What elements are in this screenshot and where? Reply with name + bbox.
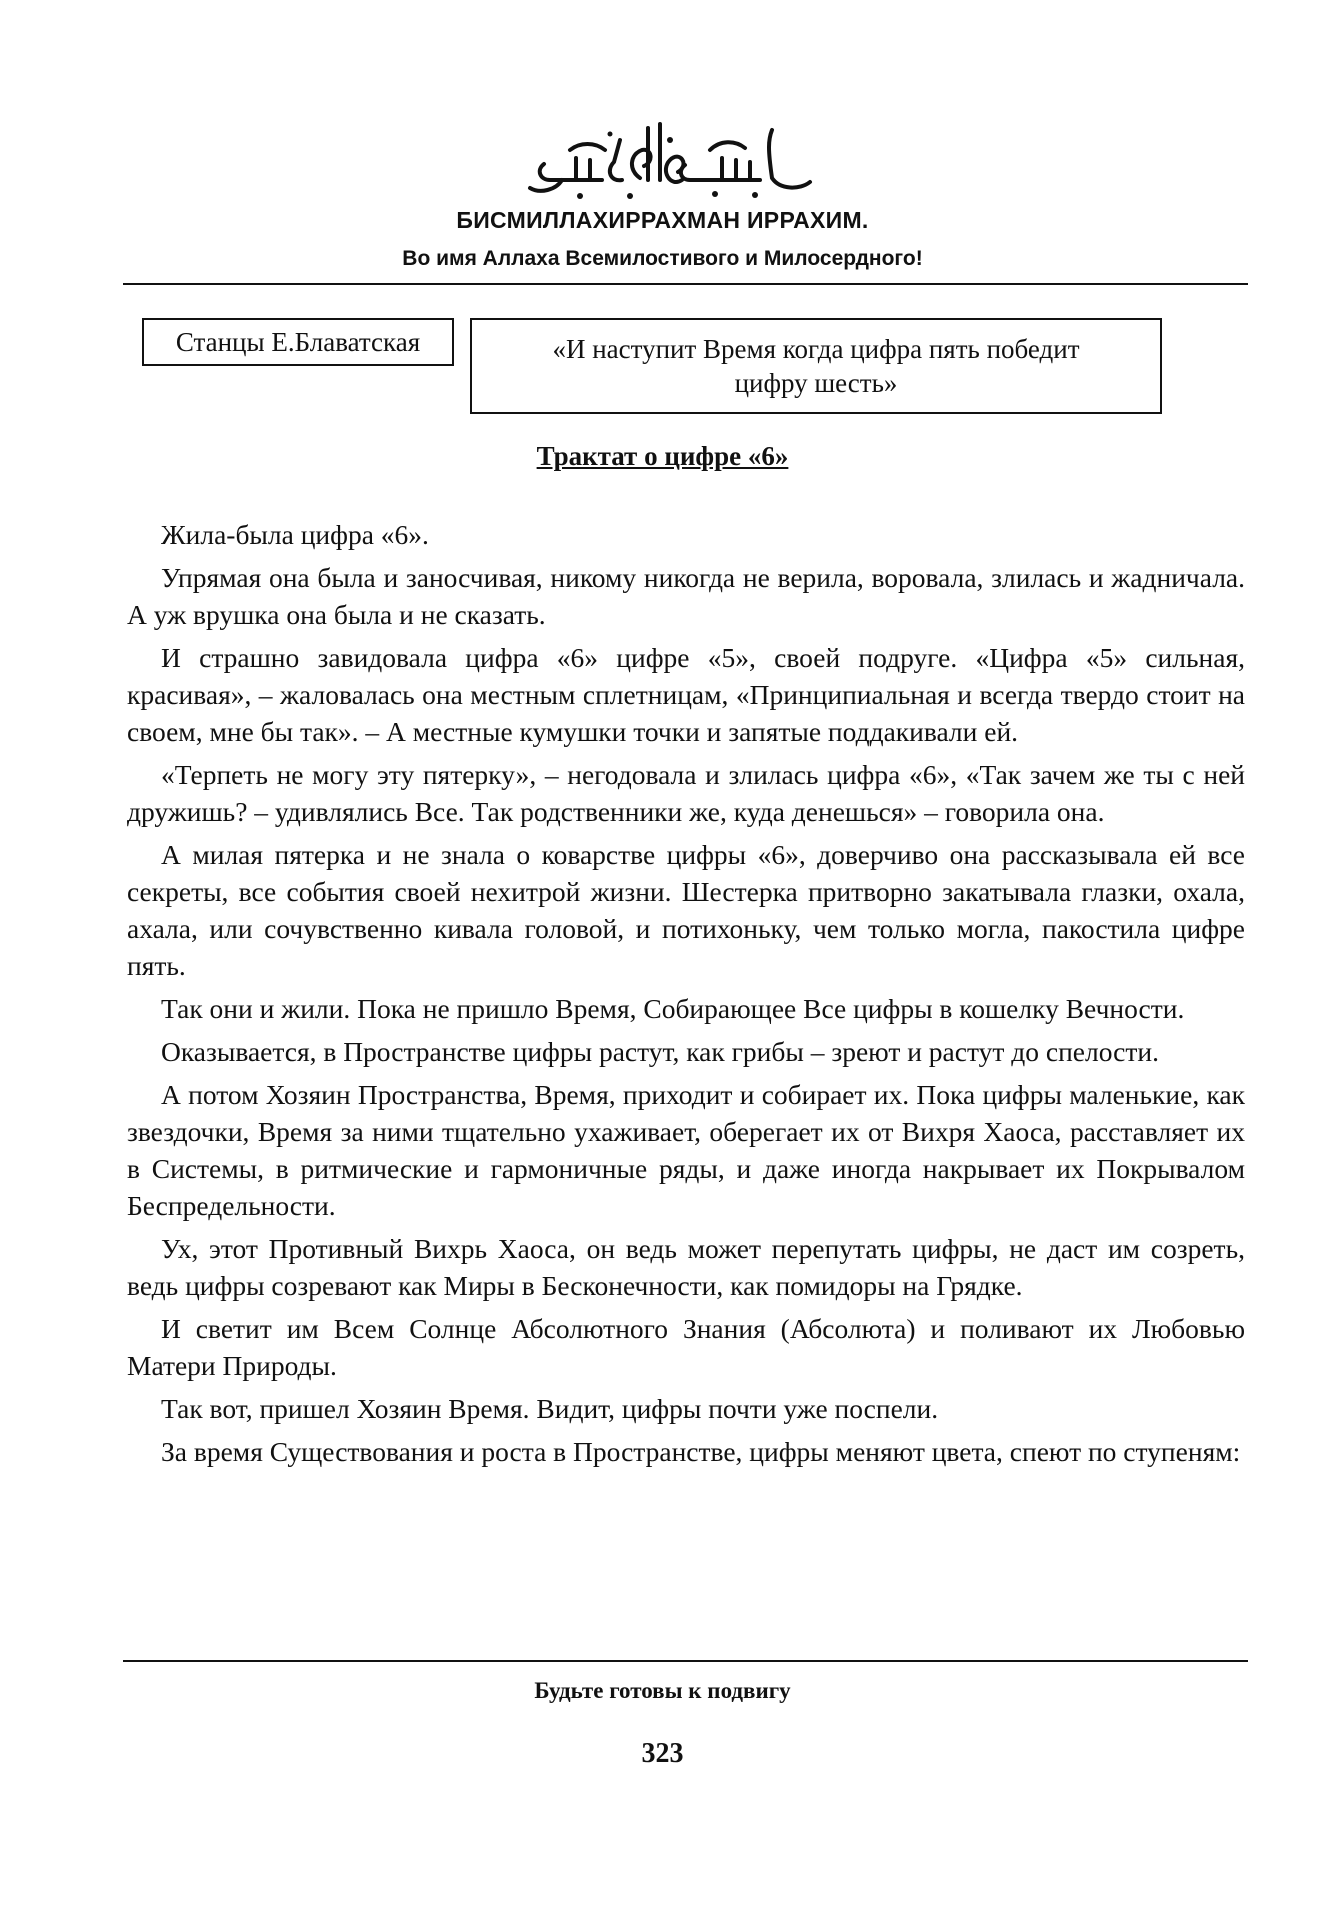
- paragraph: «Терпеть не могу эту пятерку», – негодовала и злилась цифра «6», «Так зачем же ты с ней дружишь? – удивлялись Все. Так родственники же, куда денешься» – говорила она.: [127, 759, 1245, 827]
- paragraph: Так вот, пришел Хозяин Время. Видит, цифры почти уже поспели.: [161, 1393, 939, 1424]
- paragraph: Жила-была цифра «6».: [161, 519, 429, 550]
- header-divider: [123, 283, 1248, 285]
- paragraph: Упрямая она была и заносчивая, никому никогда не верила, воровала, злилась и жадничала. А уж врушка она была и не сказать.: [127, 562, 1245, 630]
- header-subtitle: Во имя Аллаха Всемилостивого и Милосердного!: [402, 247, 923, 270]
- basmala-calligraphy: [510, 110, 830, 210]
- section-title: Трактат о цифре «6»: [536, 441, 789, 471]
- paragraph: И страшно завидовала цифра «6» цифре «5», своей подруге. «Цифра «5» сильная, красивая», – жаловалась она местным сплетницам, «Принципиальная и всегда твердо стоит на своем, мне бы так». – А местные кумушки точки и запятые поддакивали ей.: [127, 642, 1245, 747]
- footer-divider: [123, 1660, 1248, 1662]
- page-number: 323: [641, 1738, 684, 1769]
- epigraph-quote: «И наступит Время когда цифра пять победит цифру шесть»: [552, 334, 1080, 398]
- header-title: БИСМИЛЛАХИРРАХМАН ИРРАХИМ.: [456, 207, 869, 233]
- footer-running-title: Будьте готовы к подвигу: [534, 1678, 791, 1703]
- epigraph-quote-box: [470, 318, 1162, 414]
- paragraph: И светит им Всем Солнце Абсолютного Знания (Абсолюта) и поливают их Любовью Матери Природы.: [127, 1313, 1245, 1381]
- paragraph: Оказывается, в Пространстве цифры растут, как грибы – зреют и растут до спелости.: [161, 1036, 1159, 1067]
- epigraph-source-box: Станцы Е.Блаватская: [142, 318, 454, 366]
- paragraph: Так они и жили. Пока не пришло Время, Собирающее Все цифры в кошелку Вечности.: [161, 993, 1185, 1024]
- paragraph: Ух, этот Противный Вихрь Хаоса, он ведь может перепутать цифры, не даст им созреть, ведь цифры созревают как Миры в Бесконечности, как помидоры на Грядке.: [127, 1233, 1245, 1301]
- paragraph: За время Существования и роста в Пространстве, цифры меняют цвета, спеют по ступеням:: [161, 1436, 1241, 1467]
- paragraph: А потом Хозяин Пространства, Время, приходит и собирает их. Пока цифры маленькие, как звездочки, Время за ними тщательно ухаживает, оберегает их от Вихря Хаоса, расставляет их в Системы, в ритмические и гармоничные ряды, и даже иногда накрывает их Покрывалом Беспредельности.: [127, 1079, 1245, 1221]
- paragraph: А милая пятерка и не знала о коварстве цифры «6», доверчиво она рассказывала ей все секреты, все события своей нехитрой жизни. Шестерка притворно закатывала глазки, охала, ахала, или сочувственно кивала головой, и потихоньку, чем только могла, пакостила цифре пять.: [127, 839, 1245, 981]
- body-text: [127, 516, 1245, 1476]
